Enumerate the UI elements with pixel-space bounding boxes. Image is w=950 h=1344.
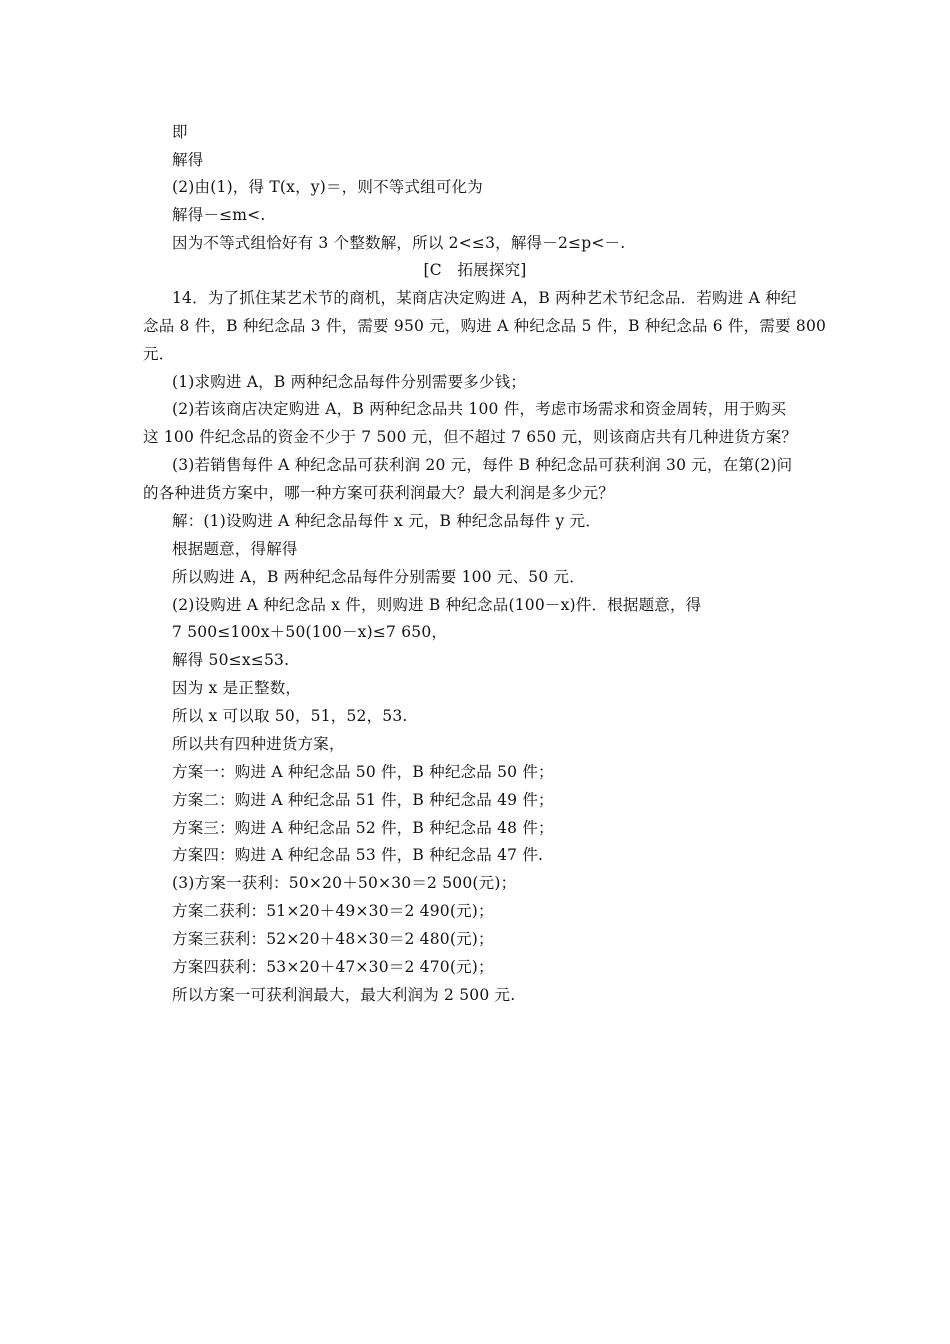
solution-line-3: 所以购进 A，B 两种纪念品每件分别需要 100 元、50 元． [172, 568, 585, 586]
prev-solution-line-4: 解得－≤m<. [172, 206, 266, 224]
section-heading: [C 拓展探究] [423, 261, 527, 279]
problem-14-stem-line-1: 14．为了抓住某艺术节的商机，某商店决定购进 A，B 两种艺术节纪念品．若购进 A 种纪 [172, 289, 797, 307]
plan-2: 方案二：购进 A 种纪念品 51 件，B 种纪念品 49 件； [172, 791, 554, 809]
conclusion: 所以方案一可获利润最大，最大利润为 2 500 元. [172, 986, 516, 1004]
question-2-line-2: 这 100 件纪念品的资金不少于 7 500 元，但不超过 7 650 元，则该商店共有几种进货方案？ [143, 428, 798, 446]
profit-plan-3: 方案三获利：52×20＋48×30＝2 480(元)； [172, 930, 494, 948]
solution-line-5: 7 500≤100x＋50(100－x)≤7 650， [172, 623, 448, 641]
question-3-line-2: 的各种进货方案中，哪一种方案可获利润最大？最大利润是多少元？ [143, 484, 615, 502]
question-2-line-1: (2)若该商店决定购进 A，B 两种纪念品共 100 件，考虑市场需求和资金周转，用于购买 [172, 400, 787, 418]
profit-plan-1: (3)方案一获利：50×20＋50×30＝2 500(元)； [172, 874, 517, 892]
prev-solution-line-1: 即 [172, 123, 188, 141]
solution-line-1: 解：(1)设购进 A 种纪念品每件 x 元，B 种纪念品每件 y 元． [172, 512, 602, 530]
prev-solution-line-5: 因为不等式组恰好有 3 个整数解，所以 2<≤3，解得－2≤p<－. [172, 234, 626, 252]
plan-4: 方案四：购进 A 种纪念品 53 件，B 种纪念品 47 件. [172, 846, 544, 864]
prev-solution-line-3: (2)由(1)，得 T(x，y)＝，则不等式组可化为 [172, 178, 483, 196]
profit-plan-4: 方案四获利：53×20＋47×30＝2 470(元)； [172, 958, 494, 976]
question-3-line-1: (3)若销售每件 A 种纪念品可获利润 20 元，每件 B 种纪念品可获利润 30 元，在第(2)问 [172, 456, 793, 474]
profit-plan-2: 方案二获利：51×20＋49×30＝2 490(元)； [172, 902, 494, 920]
solution-line-2: 根据题意，得解得 [172, 540, 298, 558]
plan-1: 方案一：购进 A 种纪念品 50 件，B 种纪念品 50 件； [172, 763, 554, 781]
problem-14-stem-line-2: 念品 8 件，B 种纪念品 3 件，需要 950 元，购进 A 种纪念品 5 件，B 种纪念品 6 件，需要 800 [143, 317, 827, 335]
problem-14-stem-line-3: 元． [143, 345, 175, 363]
solution-line-9: 所以共有四种进货方案， [172, 735, 345, 753]
solution-line-6: 解得 50≤x≤53. [172, 651, 290, 669]
plan-3: 方案三：购进 A 种纪念品 52 件，B 种纪念品 48 件； [172, 819, 554, 837]
solution-line-7: 因为 x 是正整数， [172, 679, 302, 697]
solution-line-4: (2)设购进 A 种纪念品 x 件，则购进 B 种纪念品(100－x)件．根据题意，得 [172, 596, 702, 614]
prev-solution-line-2: 解得 [172, 151, 204, 169]
question-1: (1)求购进 A，B 两种纪念品每件分别需要多少钱； [172, 373, 527, 391]
solution-line-8: 所以 x 可以取 50，51，52，53. [172, 707, 408, 725]
